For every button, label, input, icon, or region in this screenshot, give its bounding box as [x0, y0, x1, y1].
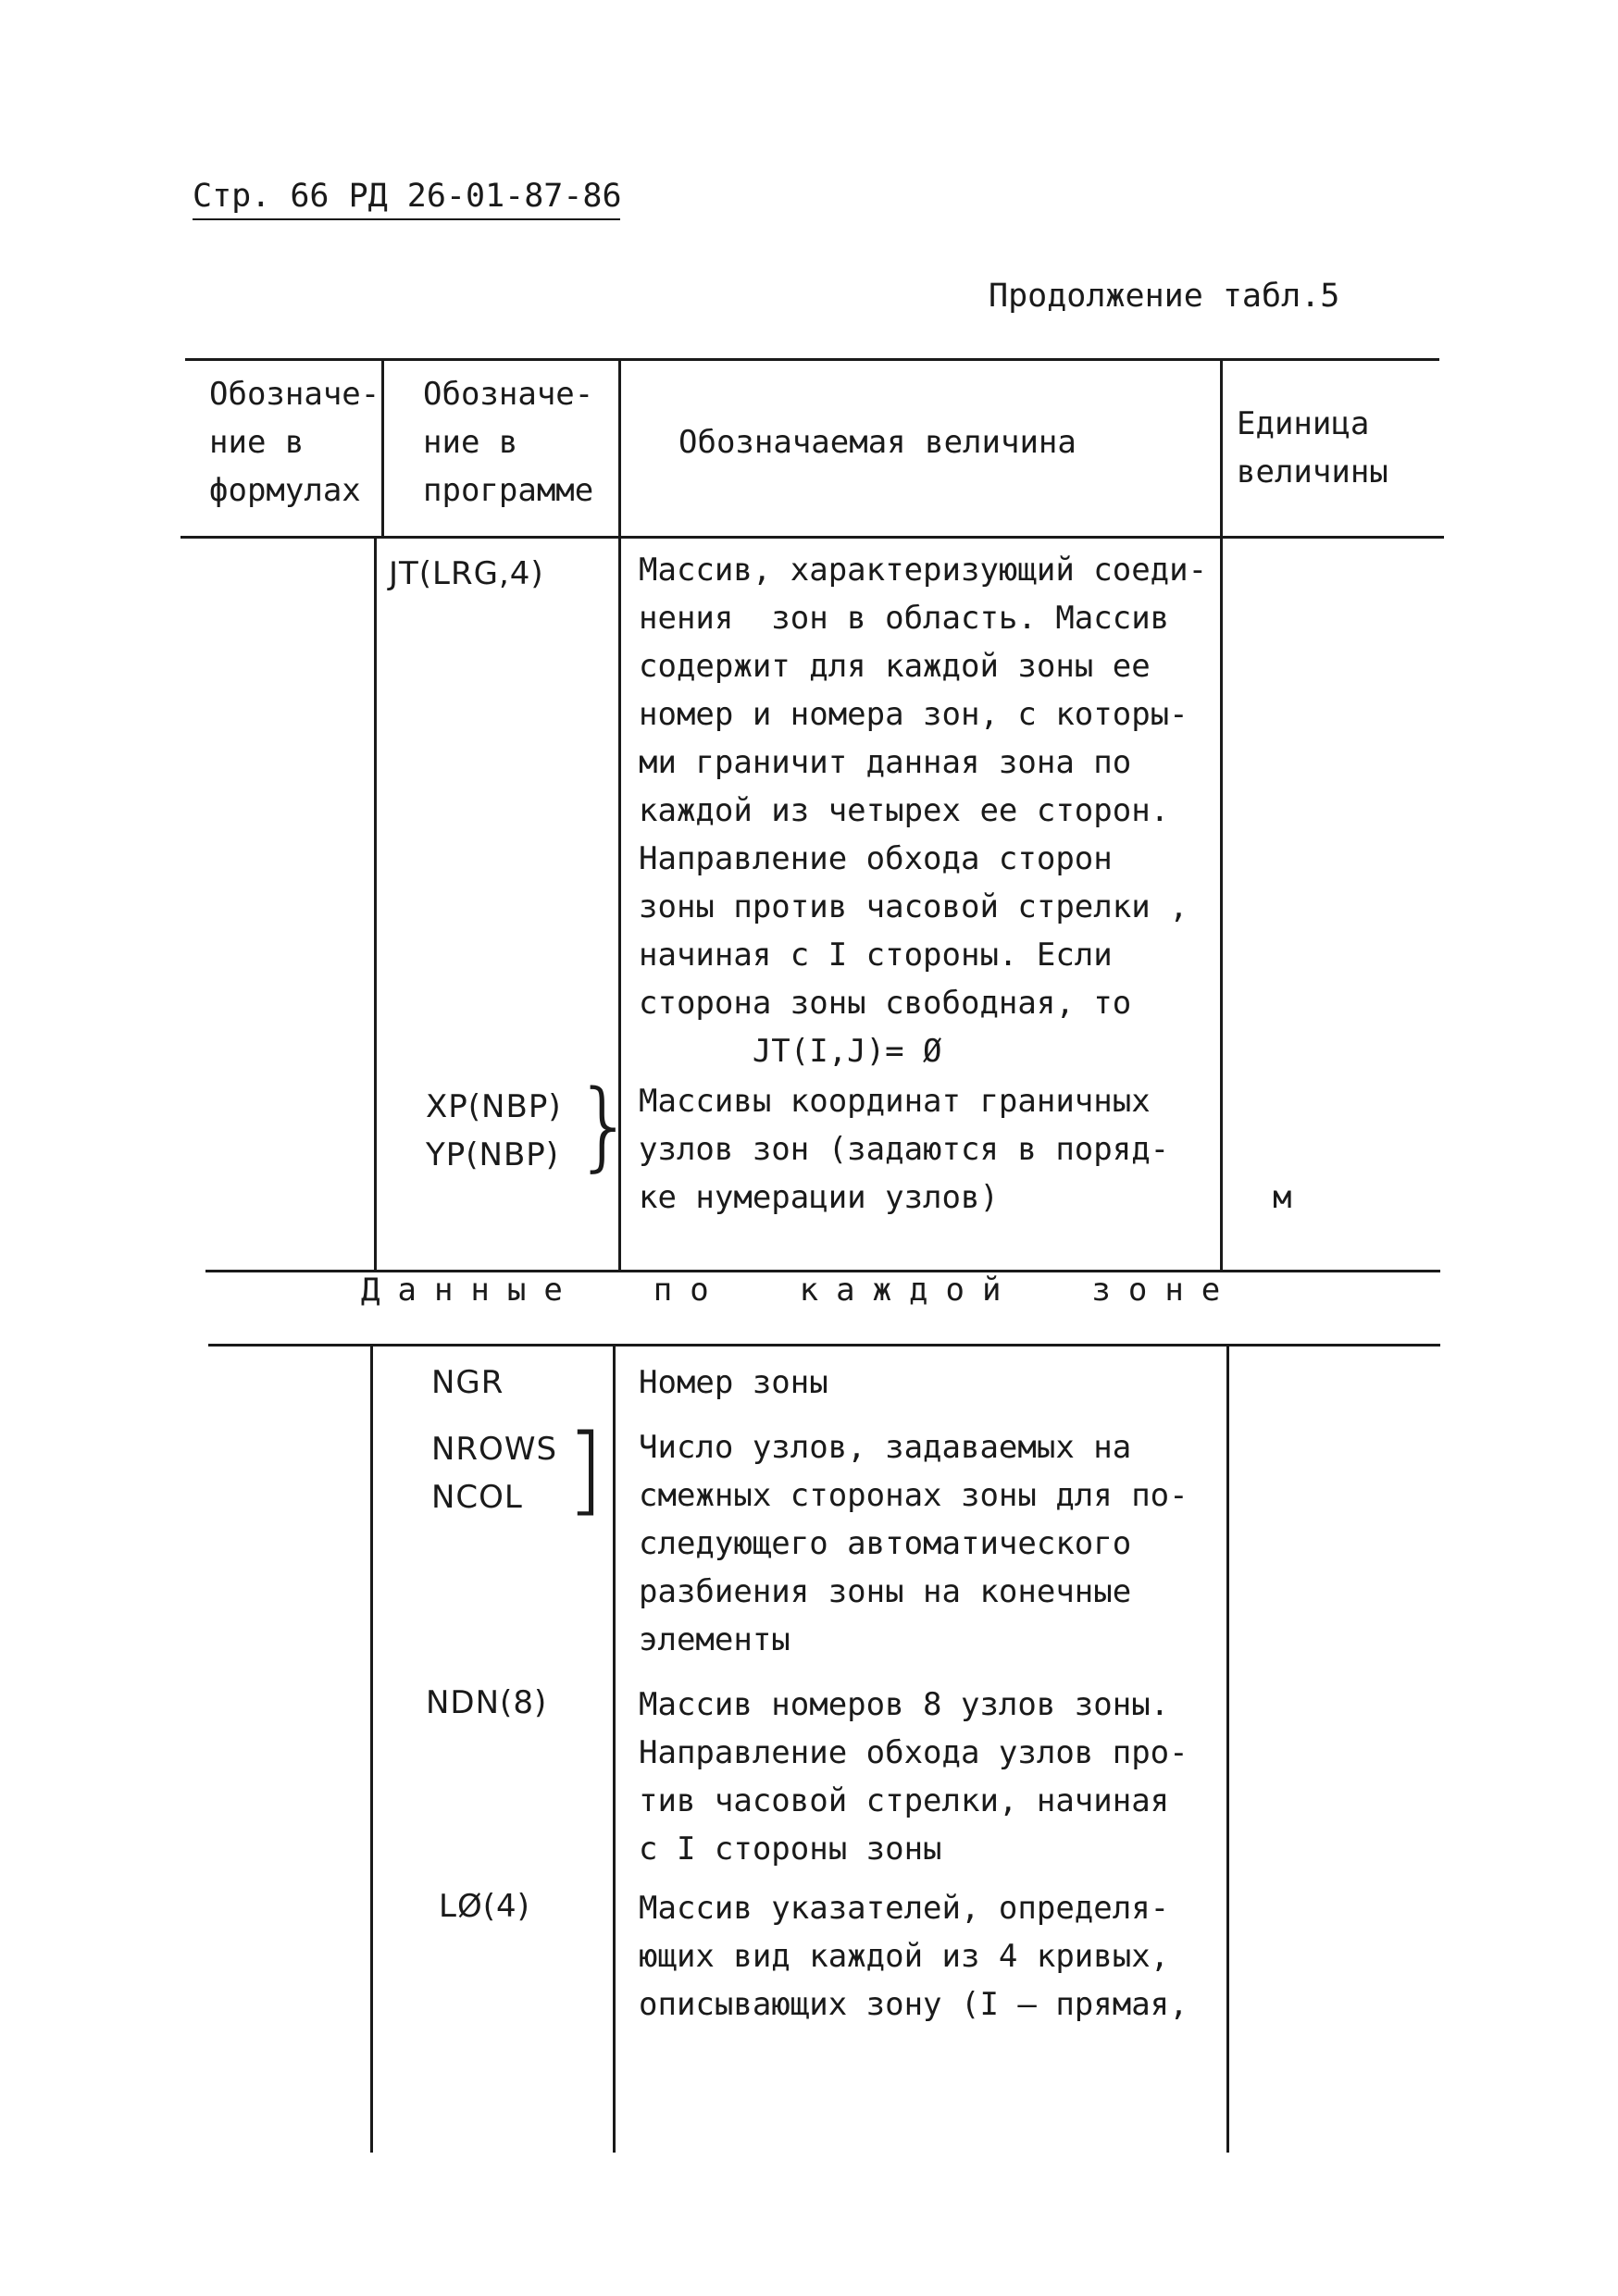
program-symbol-ndn: NDN(8)	[426, 1684, 548, 1721]
col-divider-1-body	[374, 537, 377, 1271]
program-symbol-ngr: NGR	[431, 1364, 504, 1401]
col-header-quantity: Обозначаемая величина	[678, 424, 1077, 461]
header-underline	[193, 218, 620, 220]
program-symbol-xp-yp: XP(NBP) YP(NBP)	[426, 1088, 562, 1173]
description-ngr: Номер зоны	[639, 1364, 828, 1401]
description-jt: Массив, характеризующий соеди- нения зон в область. Массив содержит для каждой зоны ее номер и номера зон, с которы- ми граничит данная зона по каждой из четырех ее сторон. Направление обхода сторон зоны против часовой стрелки , начиная с I стороны. Если сторона зоны свободная, то JT(I,J)= Ø	[639, 552, 1208, 1070]
col-header-program: Обозначе- ние в программе	[423, 376, 594, 509]
description-ndn: Массив номеров 8 узлов зоны. Направление обхода узлов про- тив часовой стрелки, начиная с I стороны зоны	[639, 1686, 1189, 1868]
col-divider-3-lower	[1226, 1346, 1229, 2153]
description-xp-yp: Массивы координат граничных узлов зон (задаются в поряд- ке нумерации узлов)	[639, 1083, 1170, 1216]
description-nrows-ncol: Число узлов, задаваемых на смежных сторонах зоны для по- следующего автоматического разбиения зоны на конечные элементы	[639, 1429, 1189, 1658]
col-divider-3	[1220, 359, 1223, 1271]
col-header-unit: Единица величины	[1237, 405, 1388, 490]
program-symbol-l0: LØ(4)	[439, 1888, 530, 1925]
section-title: Данные по каждой зоне	[361, 1272, 1238, 1309]
description-l0: Массив указателей, определя- ющих вид каждой из 4 кривых, описывающих зону (I – прямая,	[639, 1890, 1189, 2023]
continuation-label: Продолжение табл.5	[989, 278, 1340, 315]
program-symbol-nrows-ncol: NROWS NCOL	[431, 1431, 558, 1516]
unit-xp-yp: м	[1273, 1179, 1292, 1216]
col-divider-2-lower	[613, 1346, 616, 2153]
col-header-formulas: Обозначе- ние в формулах	[209, 376, 380, 509]
right-brace-icon: }	[574, 1069, 636, 1182]
program-symbol-jt: JT(LRG,4)	[389, 555, 544, 592]
right-bracket-icon: ]	[566, 1413, 604, 1526]
section-2-top-rule	[208, 1344, 1440, 1347]
col-divider-1-body-2	[370, 1346, 373, 2153]
table-top-rule	[185, 358, 1439, 361]
col-divider-1-header	[381, 359, 384, 538]
page-header: Стр. 66 РД 26-01-87-86	[193, 178, 622, 215]
header-bottom-rule	[180, 536, 1444, 539]
